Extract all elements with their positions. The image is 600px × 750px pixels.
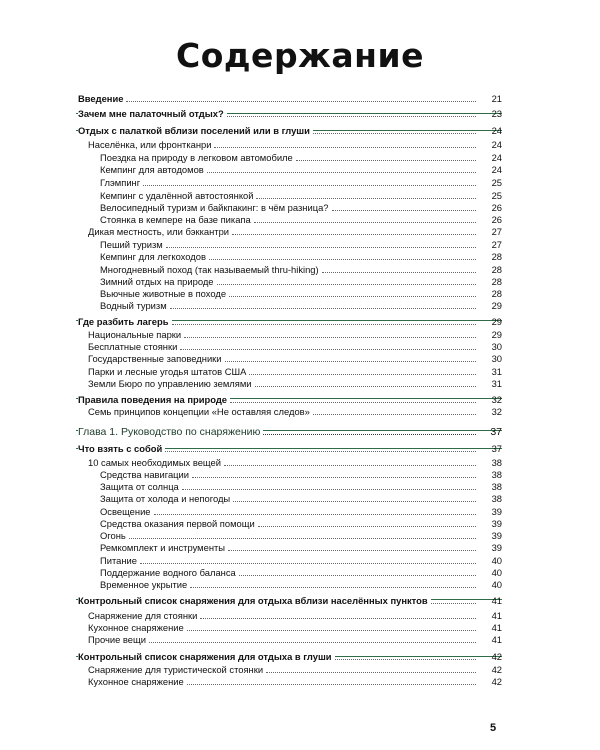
dot-leader	[313, 414, 476, 415]
toc-entry-title: Стоянка в кемпере на базе пикапа	[100, 213, 254, 227]
toc-entry-page: 25	[491, 177, 502, 188]
toc-entry[interactable]	[0, 315, 600, 329]
toc-entry-title: Ремкомплект и инструменты	[100, 541, 228, 555]
dot-leader	[249, 374, 476, 375]
toc-entry[interactable]	[0, 92, 600, 106]
dot-leader	[232, 234, 476, 235]
toc-entry-title: Многодневный поход (так называемый thru-hiking)	[100, 263, 322, 277]
toc-entry-title: 10 самых необходимых вещей	[88, 456, 224, 470]
dot-leader	[266, 672, 476, 673]
dot-leader	[255, 386, 476, 387]
toc-entry-title: Контрольный список снаряжения для отдыха в глуши	[78, 650, 335, 664]
toc-entry-title: Контрольный список снаряжения для отдыха вблизи населённых пунктов	[78, 594, 431, 608]
dot-leader	[431, 603, 476, 604]
toc-entry-page: 39	[491, 518, 502, 529]
toc-entry[interactable]	[0, 650, 600, 664]
dot-leader	[129, 538, 476, 539]
toc-entry-title: Парки и лесные угодья штатов США	[88, 365, 249, 379]
toc-entry-title: Кухонное снаряжение	[88, 621, 187, 635]
toc-entry-page: 24	[491, 164, 502, 175]
dot-leader	[172, 324, 477, 325]
toc-entry[interactable]	[0, 594, 600, 608]
toc-entry-title: Водный туризм	[100, 299, 170, 313]
dot-leader	[214, 147, 476, 148]
dot-leader	[229, 296, 476, 297]
toc-entry-page: 40	[491, 567, 502, 578]
toc-entry-title: Зимний отдых на природе	[100, 275, 217, 289]
toc-entry-page: 24	[491, 152, 502, 163]
toc-entry-page: 37	[490, 426, 502, 438]
toc-entry[interactable]	[0, 425, 600, 439]
toc-entry-title: Правила поведения на природе	[78, 393, 230, 407]
toc-entry[interactable]	[0, 299, 600, 313]
dot-leader	[233, 501, 476, 502]
toc-entry[interactable]	[0, 675, 600, 689]
toc-entry-title: Глэмпинг	[100, 176, 143, 190]
dot-leader	[224, 465, 476, 466]
toc-entry[interactable]	[0, 492, 600, 506]
toc-entry-page: 42	[491, 676, 502, 687]
toc-entry-title: Поддержание водного баланса	[100, 566, 239, 580]
dot-leader	[187, 630, 476, 631]
dot-leader	[200, 618, 476, 619]
toc-entry-page: 28	[491, 276, 502, 287]
dot-leader	[143, 185, 476, 186]
toc-entry-page: 40	[491, 579, 502, 590]
toc-entry-title: Национальные парки	[88, 328, 184, 342]
toc-entry-page: 39	[491, 542, 502, 553]
toc-entry[interactable]	[0, 578, 600, 592]
toc-entry-title: Велосипедный туризм и байкпакинг: в чём разница?	[100, 201, 332, 215]
dot-leader	[184, 337, 476, 338]
dot-leader	[239, 575, 476, 576]
toc-entry-title: Кемпинг для легкоходов	[100, 250, 209, 264]
toc-entry-page: 23	[491, 108, 502, 119]
toc-entry-page: 37	[491, 443, 502, 454]
toc-entry-title: Зачем мне палаточный отдых?	[78, 107, 227, 121]
dot-leader	[230, 402, 476, 403]
dot-leader	[140, 563, 476, 564]
toc-entry[interactable]	[0, 633, 600, 647]
toc-entry-title: Питание	[100, 554, 140, 568]
toc-entry[interactable]	[0, 352, 600, 366]
toc-entry-page: 21	[491, 93, 502, 104]
toc-entry-page: 24	[491, 139, 502, 150]
toc-entry-title: Огонь	[100, 529, 129, 543]
toc-entry-page: 42	[491, 651, 502, 662]
toc-entry-title: Глава 1. Руководство по снаряжению	[78, 425, 263, 439]
toc-entry[interactable]	[0, 124, 600, 138]
page-title: Содержание	[176, 36, 424, 75]
toc-entry-page: 28	[491, 264, 502, 275]
toc-entry-page: 38	[491, 469, 502, 480]
dot-leader	[228, 550, 476, 551]
toc-entry-title: Населёнка, или фронтканри	[88, 138, 214, 152]
toc-entry[interactable]	[0, 176, 600, 190]
toc-entry-page: 26	[491, 214, 502, 225]
toc-entry-title: Средства навигации	[100, 468, 192, 482]
toc-entry[interactable]	[0, 405, 600, 419]
toc-entry-title: Бесплатные стоянки	[88, 340, 180, 354]
toc-entry-title: Что взять с собой	[78, 442, 165, 456]
toc-entry-title: Защита от холода и непогоды	[100, 492, 233, 506]
toc-entry-page: 39	[491, 530, 502, 541]
toc-entry[interactable]	[0, 541, 600, 555]
toc-entry[interactable]	[0, 163, 600, 177]
dot-leader	[322, 272, 476, 273]
toc-entry-page: 28	[491, 251, 502, 262]
toc-entry-page: 41	[491, 595, 502, 606]
toc-entry-title: Вьючные животные в походе	[100, 287, 229, 301]
toc-entry-title: Снаряжение для стоянки	[88, 609, 200, 623]
dot-leader	[227, 116, 476, 117]
toc-entry-title: Введение	[78, 92, 126, 106]
dot-leader	[207, 172, 476, 173]
toc-entry-title: Кухонное снаряжение	[88, 675, 187, 689]
page-number: 5	[490, 722, 497, 734]
toc-entry-title: Кемпинг с удалённой автостоянкой	[100, 189, 256, 203]
toc-entry-page: 32	[491, 394, 502, 405]
toc-entry-title: Прочие вещи	[88, 633, 149, 647]
toc-entry-page: 41	[491, 622, 502, 633]
dot-leader	[258, 526, 476, 527]
toc-entry-page: 27	[491, 226, 502, 237]
toc-entry-title: Где разбить лагерь	[78, 315, 172, 329]
toc-entry-page: 31	[491, 378, 502, 389]
toc-entry-title: Семь принципов концепции «Не оставляя следов»	[88, 405, 313, 419]
toc-entry[interactable]	[0, 107, 600, 121]
dot-leader	[180, 349, 476, 350]
dot-leader	[209, 259, 476, 260]
toc-entry-page: 26	[491, 202, 502, 213]
dot-leader	[170, 308, 476, 309]
toc-entry[interactable]	[0, 442, 600, 456]
dot-leader	[165, 451, 476, 452]
toc-entry-title: Земли Бюро по управлению землями	[88, 377, 255, 391]
dot-leader	[263, 434, 476, 435]
dot-leader	[313, 133, 476, 134]
dot-leader	[296, 160, 476, 161]
dot-leader	[190, 587, 476, 588]
toc-entry-page: 29	[491, 300, 502, 311]
toc-entry-title: Освещение	[100, 505, 154, 519]
toc-entry-page: 27	[491, 239, 502, 250]
toc-entry-page: 30	[491, 353, 502, 364]
dot-leader	[166, 247, 476, 248]
toc-entry-title: Кемпинг для автодомов	[100, 163, 207, 177]
dot-leader	[256, 198, 476, 199]
dot-leader	[149, 642, 476, 643]
toc-entry-page: 29	[491, 329, 502, 340]
toc-entry[interactable]	[0, 138, 600, 152]
toc-entry-page: 42	[491, 664, 502, 675]
toc-entry[interactable]	[0, 225, 600, 239]
dot-leader	[225, 361, 476, 362]
toc-entry-page: 38	[491, 493, 502, 504]
toc-entry-page: 32	[491, 406, 502, 417]
toc-entry-page: 40	[491, 555, 502, 566]
toc-entry-page: 31	[491, 366, 502, 377]
toc-entry-title: Поездка на природу в легковом автомобиле	[100, 151, 296, 165]
toc-entry-title: Пеший туризм	[100, 238, 166, 252]
toc-entry-title: Средства оказания первой помощи	[100, 517, 258, 531]
toc-entry-page: 41	[491, 610, 502, 621]
toc-entry-page: 38	[491, 481, 502, 492]
toc-entry-title: Отдых с палаткой вблизи поселений или в глуши	[78, 124, 313, 138]
toc-entry[interactable]	[0, 377, 600, 391]
dot-leader	[254, 222, 476, 223]
toc-entry-title: Защита от солнца	[100, 480, 182, 494]
dot-leader	[187, 684, 476, 685]
dot-leader	[154, 514, 476, 515]
dot-leader	[182, 489, 476, 490]
toc-entry-page: 28	[491, 288, 502, 299]
toc-entry-title: Временное укрытие	[100, 578, 190, 592]
dot-leader	[332, 210, 476, 211]
toc-entry-page: 39	[491, 506, 502, 517]
toc-entry-page: 30	[491, 341, 502, 352]
toc-entry-title: Снаряжение для туристической стоянки	[88, 663, 266, 677]
toc-entry-page: 29	[491, 316, 502, 327]
toc-entry-title: Государственные заповедники	[88, 352, 225, 366]
toc-entry[interactable]	[0, 250, 600, 264]
toc-entry-page: 41	[491, 634, 502, 645]
dot-leader	[335, 659, 476, 660]
toc-entry-page: 38	[491, 457, 502, 468]
toc-entry-page: 25	[491, 190, 502, 201]
dot-leader	[126, 101, 476, 102]
toc-entry-title: Дикая местность, или бэккантри	[88, 225, 232, 239]
dot-leader	[217, 284, 476, 285]
toc-entry-page: 24	[491, 125, 502, 136]
dot-leader	[192, 477, 476, 478]
